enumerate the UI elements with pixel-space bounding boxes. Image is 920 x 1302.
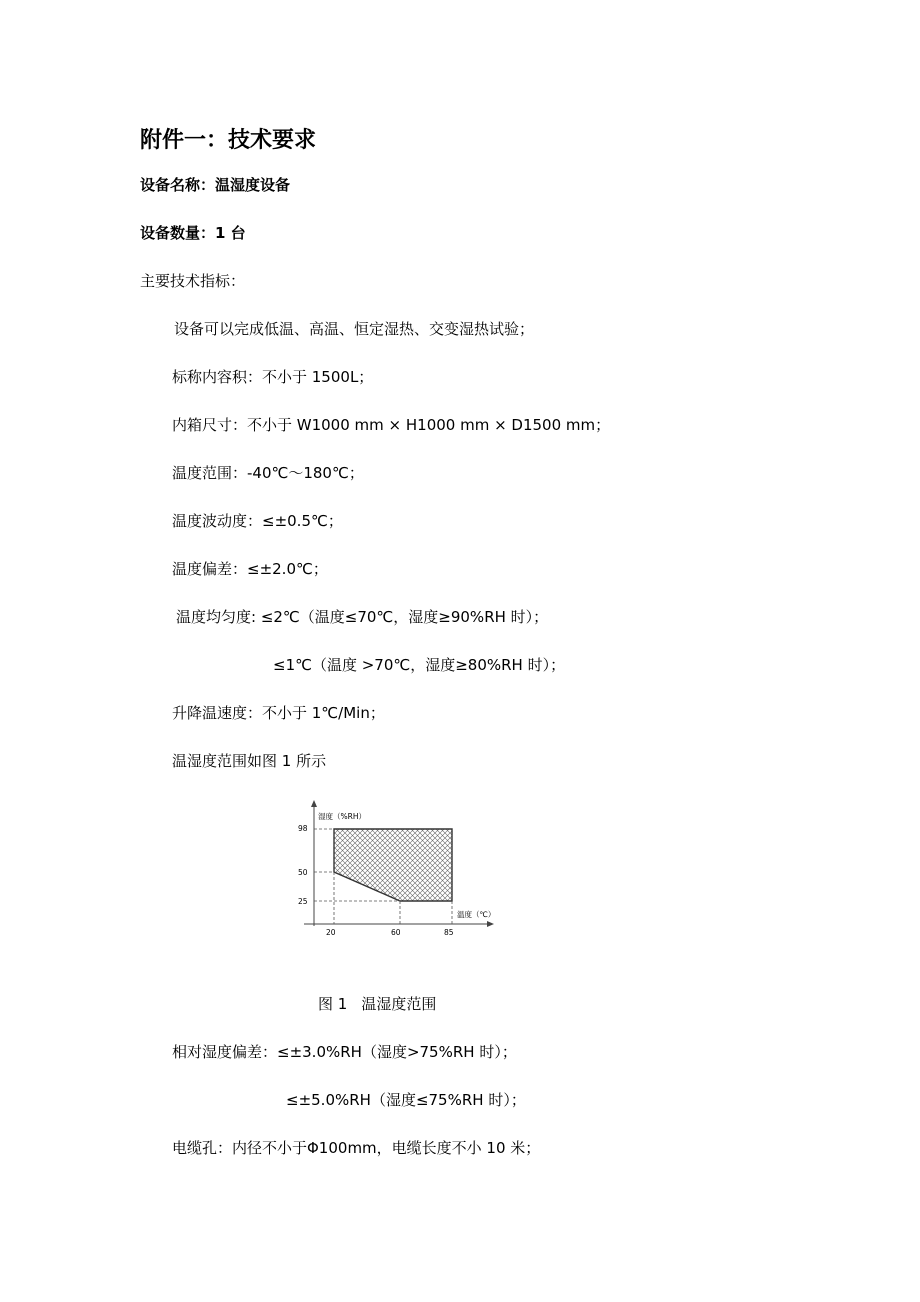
x-tick-20: 20 [326,928,336,937]
spec-temperature-uniformity-2: ≤1℃（温度 >70℃，湿度≥80%RH 时）； [273,656,566,674]
device-quantity: 设备数量：1 台 [140,224,246,242]
operating-region [334,829,452,901]
spec-volume: 标称内容积：不小于 1500L； [172,368,374,386]
y-tick-50: 50 [298,868,308,877]
spec-humidity-deviation: 相对湿度偏差：≤±3.0%RH（湿度>75%RH 时）； [172,1043,517,1061]
figure-title: 温湿度范围 [361,995,437,1013]
x-axis-label: 温度（℃） [457,910,496,919]
figure-number: 图 1 [318,995,348,1013]
x-tick-60: 60 [391,928,401,937]
spec-inner-dimensions: 内箱尺寸：不小于 W1000 mm × H1000 mm × D1500 mm； [172,416,611,434]
x-tick-85: 85 [444,928,454,937]
spec-temperature-range: 温度范围：-40℃～180℃； [172,464,364,482]
spec-temperature-deviation: 温度偏差：≤±2.0℃； [172,560,328,578]
device-name: 设备名称：温湿度设备 [140,176,291,194]
main-specs-heading: 主要技术指标： [140,272,246,290]
y-tick-25: 25 [298,897,308,906]
spec-test-types: 设备可以完成低温、高温、恒定湿热、交变湿热试验； [174,320,535,338]
spec-temperature-uniformity: 温度均匀度: ≤2℃（温度≤70℃，湿度≥90%RH 时）； [176,608,549,626]
temperature-humidity-chart [290,798,500,940]
spec-range-reference: 温湿度范围如图 1 所示 [172,752,327,770]
y-axis-label: 湿度（%RH） [318,812,366,821]
y-tick-98: 98 [298,824,308,833]
x-axis-arrow [487,921,494,927]
page-title: 附件一：技术要求 [140,128,317,153]
y-axis-arrow [311,800,317,807]
spec-ramp-rate: 升降温速度：不小于 1℃/Min； [172,704,385,722]
spec-temperature-fluctuation: 温度波动度：≤±0.5℃； [172,512,343,530]
spec-cable-hole: 电缆孔：内径不小于Φ100mm，电缆长度不小 10 米； [172,1139,541,1157]
spec-humidity-deviation-2: ≤±5.0%RH（湿度≤75%RH 时）； [286,1091,526,1109]
figure-caption [318,994,436,1014]
